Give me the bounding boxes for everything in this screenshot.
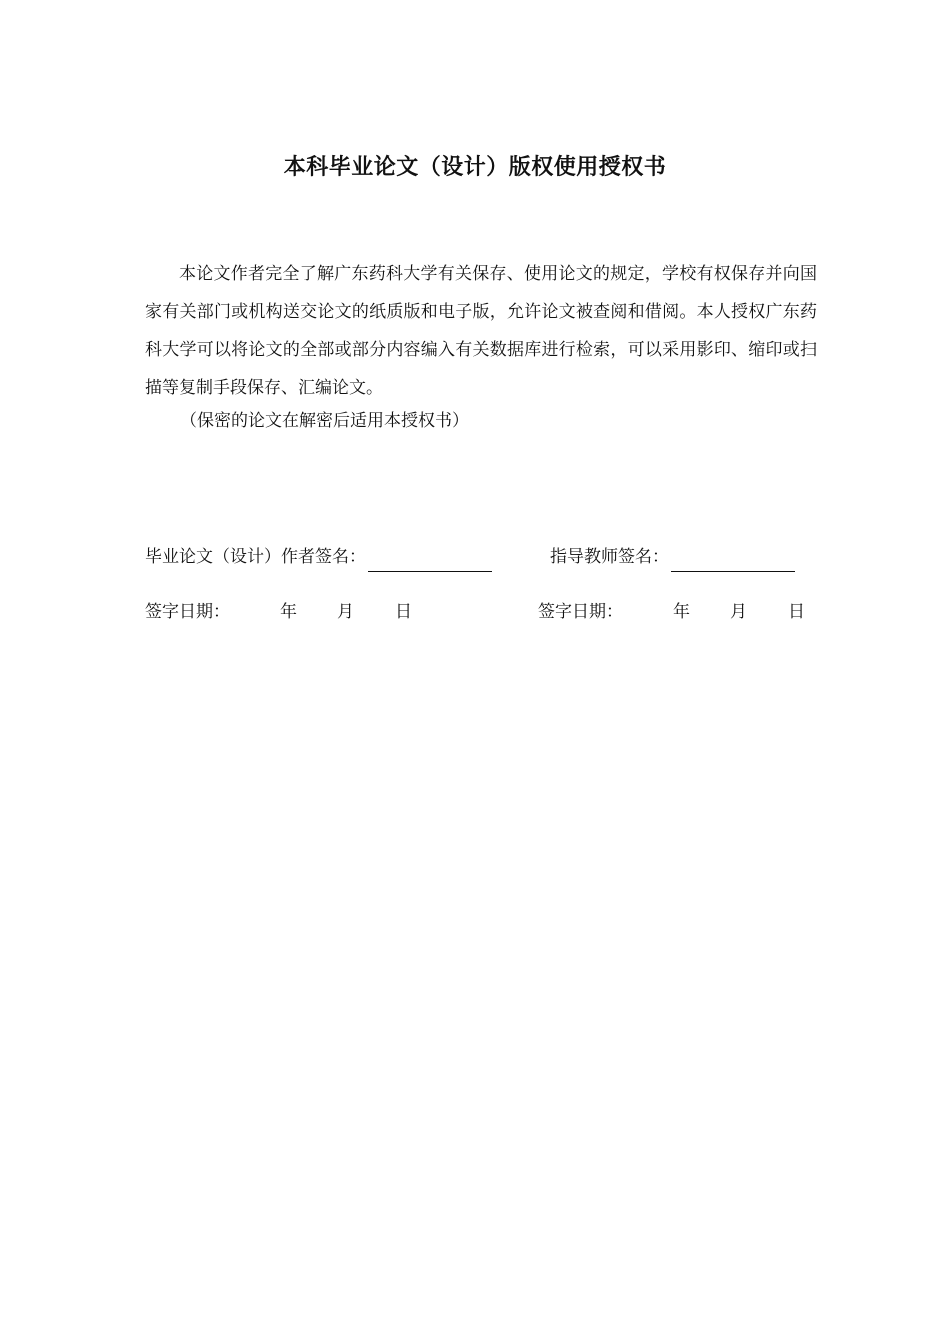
- authorization-paragraph: [145, 255, 817, 407]
- date-label-right: 签字日期：: [538, 602, 623, 622]
- document-title: 本科毕业论文（设计）版权使用授权书: [283, 155, 667, 180]
- paragraph-text: 本论文作者完全了解广东药科大学有关保存、使用论文的规定，学校有权保存并向国家有关部门或机构送交论文的纸质版和电子版，允许论文被查阅和借阅。本人授权广东药科大学可以将论文的全部或部分内容编入有关数据库进行检索，可以采用影印、缩印或扫描等复制手段保存、汇编论文。: [145, 264, 817, 398]
- author-signature-line[interactable]: [368, 551, 492, 572]
- author-signature-row: [145, 542, 492, 572]
- month-left: 月: [337, 602, 354, 622]
- day-left: 日: [395, 602, 412, 622]
- year-right: 年: [673, 602, 690, 622]
- month-right: 月: [730, 602, 747, 622]
- advisor-signature-line[interactable]: [671, 551, 795, 572]
- date-label-left: 签字日期：: [145, 602, 230, 622]
- advisor-signature-label: 指导教师签名：: [550, 547, 669, 567]
- confidential-note: （保密的论文在解密后适用本授权书）: [180, 411, 469, 431]
- year-left: 年: [280, 602, 297, 622]
- author-signature-label: 毕业论文（设计）作者签名：: [145, 547, 366, 567]
- advisor-signature-row: [550, 542, 795, 572]
- day-right: 日: [788, 602, 805, 622]
